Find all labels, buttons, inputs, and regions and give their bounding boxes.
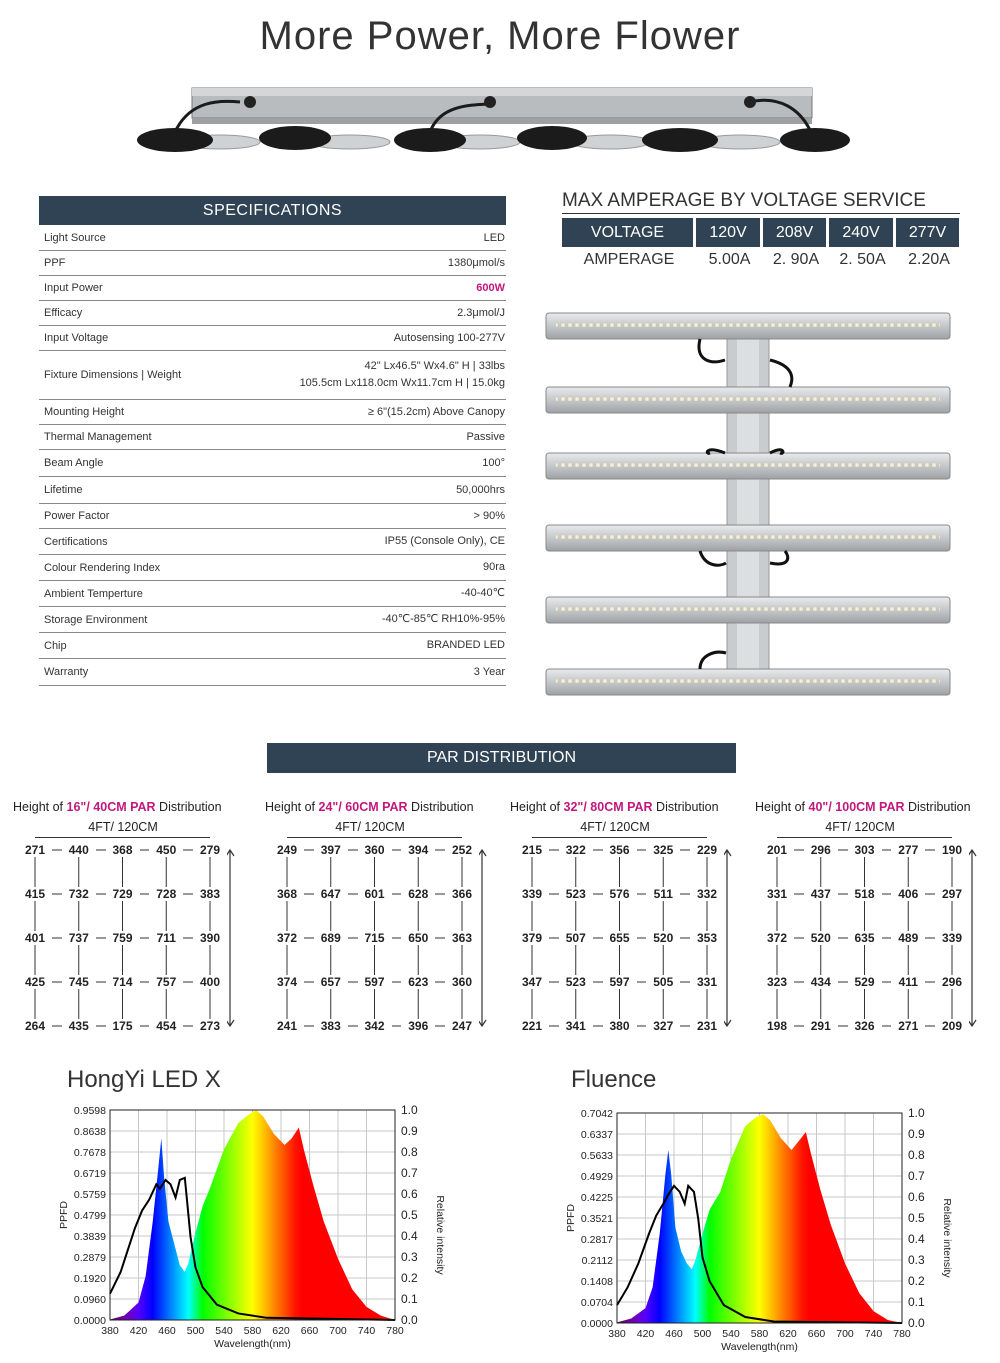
par-value: 331 [760,887,794,901]
y-tick-label: 0.5633 [580,1150,613,1162]
par-value: 435 [62,1019,96,1033]
par-value: 597 [358,975,392,989]
par-block-title [755,800,985,814]
y2-tick-label: 0.6 [908,1190,925,1204]
y-tick-label: 0.3839 [73,1231,106,1243]
spec-label: Thermal Management [44,431,152,443]
y-tick-label: 0.0960 [73,1294,106,1306]
par-value: 650 [401,931,435,945]
par-value: 400 [193,975,227,989]
par-value: 303 [848,843,882,857]
spec-row [39,659,506,686]
y-tick-label: 0.2817 [580,1234,613,1246]
spec-value: BRANDED LED [426,639,505,651]
y-tick-label: 0.3521 [580,1213,613,1225]
par-value: 383 [314,1019,348,1033]
par-value: 411 [891,975,925,989]
par-width-rule [532,837,707,838]
par-title-height: 40"/ 100CM PAR [808,800,905,814]
par-value: 326 [848,1019,882,1033]
y2-tick-label: 0.7 [908,1169,925,1183]
spec-value: ≥ 6"(15.2cm) Above Canopy [367,405,505,418]
y2-tick-label: 0.7 [401,1166,418,1180]
par-width-label: 4FT/ 120CM [580,820,650,834]
amperage-value-row [562,249,962,271]
y-tick-label: 0.7042 [580,1108,613,1120]
par-block-32in [510,800,740,1040]
y-tick-label: 0.6719 [73,1168,106,1180]
spec-label: Efficacy [44,307,83,319]
spec-value: 600W [476,281,505,294]
par-value: 175 [106,1019,140,1033]
y-tick-label: 0.0000 [73,1315,106,1327]
par-value: 434 [804,975,838,989]
x-tick-label: 500 [186,1325,205,1337]
par-value: 450 [149,843,183,857]
par-grid [755,842,985,1034]
par-grid [265,842,495,1034]
par-block-title [510,800,740,814]
par-width-rule [287,837,462,838]
par-width-rule [777,837,952,838]
y2-tick-label: 0.3 [908,1253,925,1267]
par-value: 759 [106,931,140,945]
spec-label: Beam Angle [44,457,104,469]
par-value: 394 [401,843,435,857]
x-tick-label: 780 [893,1328,911,1340]
par-value: 322 [559,843,593,857]
spec-row [39,450,506,477]
y2-tick-label: 1.0 [401,1103,418,1117]
spec-value: > 90% [473,509,505,522]
par-value: 339 [935,931,969,945]
par-block-40in [755,800,985,1040]
y-tick-label: 0.1920 [73,1273,106,1285]
par-value: 271 [18,843,52,857]
par-value: 505 [646,975,680,989]
spec-value: 42" Lx46.5" Wx4.6" H | 33lbs [364,360,505,372]
par-width-rule [35,837,210,838]
x-tick-label: 380 [608,1328,626,1340]
par-width-label: 4FT/ 120CM [335,820,405,834]
spec-value: -40℃-85℃ RH10%-95% [381,613,505,625]
y-tick-label: 0.4929 [580,1171,613,1183]
par-value: 529 [848,975,882,989]
y2-tick-label: 0.2 [401,1271,418,1285]
par-value: 372 [270,931,304,945]
spec-value: LED [483,231,505,244]
par-width-label: 4FT/ 120CM [88,820,158,834]
spec-value: Passive [466,430,505,443]
amperage-value: 2. 50A [839,251,886,268]
x-tick-label: 460 [665,1328,683,1340]
par-height-arrow [226,850,234,1026]
par-height-arrow [478,850,486,1026]
par-value: 520 [646,931,680,945]
amperage-title: MAX AMPERAGE BY VOLTAGE SERVICE [562,190,960,214]
y-tick-label: 0.0000 [580,1318,613,1330]
spec-row [39,301,506,326]
spec-value: 1380μmol/s [447,256,505,269]
par-value: 715 [358,931,392,945]
spec-value-metric: 105.5cm Lx118.0cm Wx11.7cm H | 15.0kg [299,377,505,389]
par-block-16in [13,800,243,1040]
page-title: More Power, More Flower [259,14,741,58]
chart-title-hongyi: HongYi LED X [67,1066,221,1093]
par-value: 437 [804,887,838,901]
y2-tick-label: 0.9 [401,1124,418,1138]
par-value: 342 [358,1019,392,1033]
spec-value: 3 Year [473,665,505,678]
spectrum-area [617,1114,902,1323]
spec-row [39,226,506,251]
spec-label: Certifications [44,535,108,548]
par-value: 507 [559,931,593,945]
par-width-label: 4FT/ 120CM [825,820,895,834]
par-value: 647 [314,887,348,901]
spec-row [39,633,506,659]
spec-row [39,425,506,450]
par-value: 711 [149,931,183,945]
par-value: 523 [559,887,593,901]
par-title-height: 32"/ 80CM PAR [563,800,653,814]
par-value: 356 [603,843,637,857]
y2-tick-label: 0.6 [401,1187,418,1201]
voltage-value: 277V [896,218,959,247]
par-title-prefix: Height of [755,800,809,814]
par-value: 332 [690,887,724,901]
x-tick-label: 620 [779,1328,797,1340]
y2-axis-label: Relative intensity [941,1198,953,1278]
par-value: 406 [891,887,925,901]
y-tick-label: 0.9598 [73,1105,106,1117]
par-value: 728 [149,887,183,901]
y2-tick-label: 0.3 [401,1250,418,1264]
specifications-heading: SPECIFICATIONS [39,196,506,225]
spec-value: 100° [482,456,505,469]
par-value: 689 [314,931,348,945]
x-tick-label: 540 [215,1325,233,1337]
par-height-arrow [968,850,976,1026]
par-grid [13,842,243,1034]
specifications-table [39,226,506,686]
y2-tick-label: 0.9 [908,1127,925,1141]
par-value: 523 [559,975,593,989]
par-value: 576 [603,887,637,901]
spec-label: Warranty [44,666,89,678]
voltage-label: VOLTAGE [562,218,693,247]
x-tick-label: 580 [243,1325,262,1337]
x-tick-label: 380 [101,1325,119,1337]
y-tick-label: 0.5759 [73,1189,106,1201]
amperage-header-row [562,218,962,247]
x-tick-label: 660 [807,1328,826,1340]
y-tick-label: 0.2879 [73,1252,106,1264]
amperage-label: AMPERAGE [583,251,675,268]
y2-tick-label: 0.4 [908,1232,925,1246]
par-value: 297 [935,887,969,901]
par-value: 273 [193,1019,227,1033]
y2-tick-label: 0.0 [401,1313,418,1327]
par-title-height: 16"/ 40CM PAR [66,800,156,814]
par-value: 390 [193,931,227,945]
voltage-value: 208V [763,218,826,247]
spec-label: PPF [44,257,66,269]
par-value: 347 [515,975,549,989]
y-tick-label: 0.7678 [73,1147,106,1159]
par-value: 383 [193,887,227,901]
spec-label: Colour Rendering Index [44,561,161,574]
x-tick-label: 420 [636,1328,655,1340]
spec-label: Mounting Height [44,406,125,418]
par-value: 201 [760,843,794,857]
par-value: 425 [18,975,52,989]
voltage-value: 240V [829,218,893,247]
par-value: 489 [891,931,925,945]
par-title-prefix: Height of [510,800,564,814]
y-tick-label: 0.4799 [73,1210,106,1222]
par-value: 215 [515,843,549,857]
par-value: 454 [149,1019,183,1033]
par-value: 397 [314,843,348,857]
spec-row [39,477,506,504]
par-value: 209 [935,1019,969,1033]
amperage-value: 2.20A [908,251,950,268]
y-tick-label: 0.2112 [581,1255,613,1267]
par-value: 757 [149,975,183,989]
y2-tick-label: 0.1 [908,1295,925,1309]
x-tick-label: 420 [129,1325,148,1337]
spec-label: Input Power [44,282,103,294]
spec-label: Light Source [44,232,106,244]
par-value: 374 [270,975,304,989]
par-value: 714 [106,975,140,989]
spec-row [39,529,506,555]
par-value: 366 [445,887,479,901]
y-axis-label: PPFD [58,1200,70,1230]
y-tick-label: 0.0704 [580,1297,613,1309]
par-title-suffix: Distribution [652,800,719,814]
x-tick-label: 540 [722,1328,740,1340]
x-tick-label: 580 [750,1328,769,1340]
par-value: 341 [559,1019,593,1033]
par-value: 601 [358,887,392,901]
par-value: 628 [401,887,435,901]
par-title-prefix: Height of [265,800,319,814]
par-title-prefix: Height of [13,800,67,814]
y-tick-label: 0.6337 [580,1129,613,1141]
par-value: 331 [690,975,724,989]
spec-label: Storage Environment [44,613,148,626]
par-value: 277 [891,843,925,857]
par-value: 379 [515,931,549,945]
par-height-arrow [723,850,731,1026]
par-value: 231 [690,1019,724,1033]
par-value: 327 [646,1019,680,1033]
spec-value: 90ra [482,561,505,573]
spec-row [39,351,506,400]
par-value: 360 [358,843,392,857]
par-value: 252 [445,843,479,857]
x-tick-label: 700 [836,1328,854,1340]
par-value: 737 [62,931,96,945]
par-value: 339 [515,887,549,901]
x-tick-label: 500 [693,1328,712,1340]
y2-tick-label: 0.2 [908,1274,925,1288]
spec-label: Fixture Dimensions | Weight [44,369,182,381]
par-value: 264 [18,1019,52,1033]
par-value: 190 [935,843,969,857]
y2-tick-label: 0.0 [908,1316,925,1330]
par-value: 241 [270,1019,304,1033]
spec-label: Input Voltage [44,332,109,344]
x-tick-label: 460 [158,1325,176,1337]
par-value: 396 [401,1019,435,1033]
y2-tick-label: 1.0 [908,1106,925,1120]
par-value: 511 [646,887,680,901]
par-value: 353 [690,931,724,945]
spec-row [39,400,506,425]
par-value: 296 [935,975,969,989]
y2-tick-label: 0.8 [401,1145,418,1159]
chart-title-fluence: Fluence [571,1066,657,1093]
voltage-value: 120V [696,218,760,247]
y-tick-label: 0.4225 [580,1192,613,1204]
par-value: 198 [760,1019,794,1033]
x-tick-label: 740 [864,1328,883,1340]
y-tick-label: 0.1408 [580,1276,613,1288]
y2-tick-label: 0.5 [908,1211,925,1225]
spec-value: -40-40℃ [460,587,505,599]
y2-axis-label: Relative intensity [434,1195,446,1275]
par-value: 271 [891,1019,925,1033]
par-value: 745 [62,975,96,989]
par-title-suffix: Distribution [155,800,222,814]
spec-label: Lifetime [44,484,83,496]
x-tick-label: 780 [386,1325,404,1337]
amperage-value: 5.00A [708,251,751,268]
x-axis-label: Wavelength(nm) [721,1341,798,1353]
par-title-height: 24"/ 60CM PAR [318,800,408,814]
par-value: 323 [760,975,794,989]
x-tick-label: 700 [329,1325,347,1337]
par-value: 623 [401,975,435,989]
par-value: 440 [62,843,96,857]
amperage-value: 2. 90A [772,251,820,268]
par-heading: PAR DISTRIBUTION [267,743,736,773]
x-axis-label: Wavelength(nm) [214,1338,291,1350]
x-tick-label: 620 [272,1325,290,1337]
spec-label: Ambient Temperture [44,587,143,600]
spec-row [39,251,506,276]
par-value: 729 [106,887,140,901]
par-value: 360 [445,975,479,989]
par-title-suffix: Distribution [904,800,971,814]
par-block-title [265,800,495,814]
par-value: 655 [603,931,637,945]
y-tick-label: 0.8638 [73,1126,106,1138]
spec-label: Chip [44,639,67,652]
spec-value: IP55 (Console Only), CE [384,535,505,547]
spec-label: Power Factor [44,510,110,522]
spec-value: 2.3μmol/J [457,306,505,319]
spec-row [39,326,506,351]
par-value: 401 [18,931,52,945]
spec-row [39,581,506,607]
spec-row [39,276,506,301]
y2-tick-label: 0.5 [401,1208,418,1222]
par-value: 368 [106,843,140,857]
spectrum-chart-hongyi [55,1100,475,1358]
par-value: 732 [62,887,96,901]
par-value: 296 [804,843,838,857]
x-tick-label: 740 [357,1325,376,1337]
y2-tick-label: 0.4 [401,1229,418,1243]
spec-row [39,555,506,581]
par-value: 363 [445,931,479,945]
y2-tick-label: 0.1 [401,1292,418,1306]
par-value: 380 [603,1019,637,1033]
par-block-24in [265,800,495,1040]
par-value: 279 [193,843,227,857]
spec-row [39,504,506,529]
spec-value: 50,000hrs [456,483,505,496]
par-value: 325 [646,843,680,857]
y2-tick-label: 0.8 [908,1148,925,1162]
par-value: 291 [804,1019,838,1033]
par-value: 635 [848,931,882,945]
par-value: 229 [690,843,724,857]
par-value: 372 [760,931,794,945]
par-value: 249 [270,843,304,857]
x-tick-label: 660 [300,1325,319,1337]
par-block-title [13,800,243,814]
spec-row [39,607,506,633]
par-value: 597 [603,975,637,989]
par-value: 520 [804,931,838,945]
par-value: 247 [445,1019,479,1033]
fixture-top-view-image [540,305,960,700]
spec-value: Autosensing 100-277V [393,331,505,344]
par-value: 221 [515,1019,549,1033]
par-value: 415 [18,887,52,901]
par-grid [510,842,740,1034]
spectrum-chart-fluence [562,1103,982,1361]
par-value: 657 [314,975,348,989]
par-title-suffix: Distribution [407,800,474,814]
y-axis-label: PPFD [565,1203,577,1233]
fixture-side-view-image [130,80,860,160]
par-value: 368 [270,887,304,901]
par-value: 518 [848,887,882,901]
